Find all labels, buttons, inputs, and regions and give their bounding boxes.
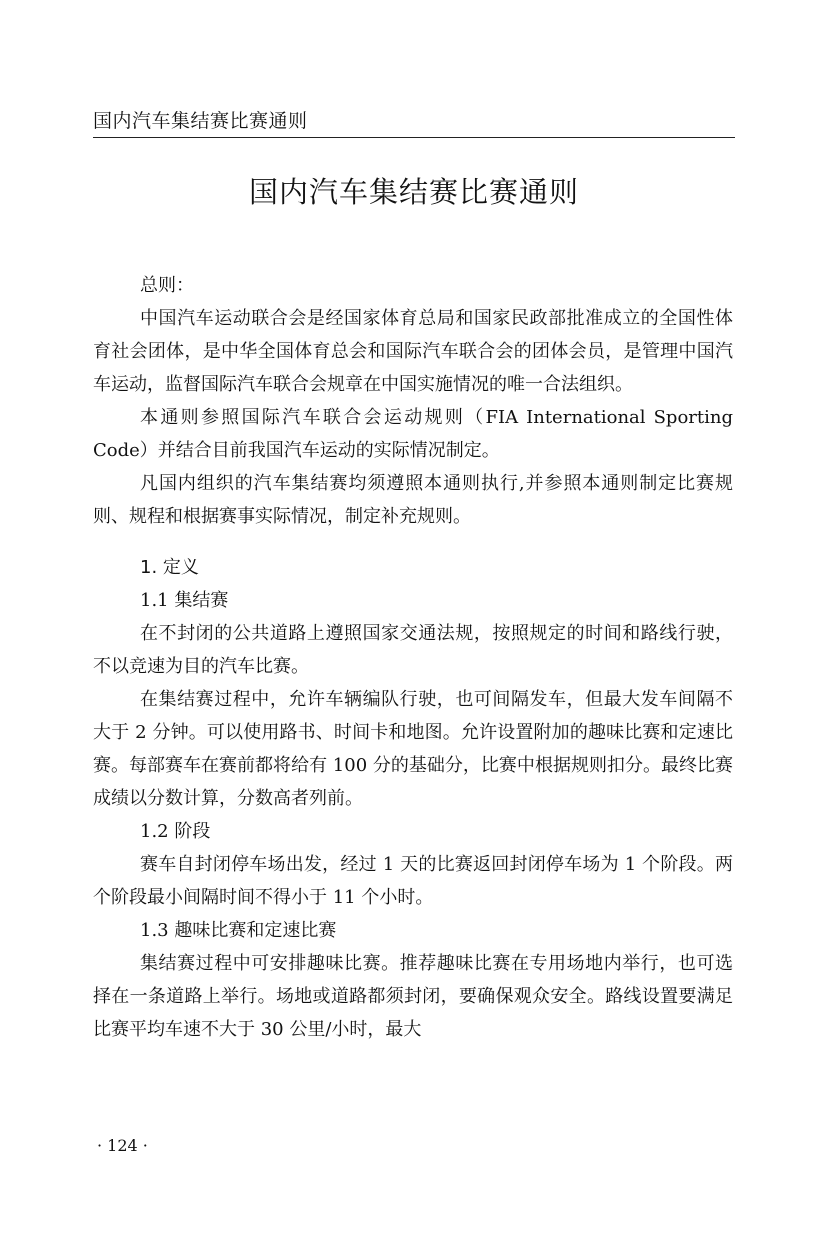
paragraph: 本通则参照国际汽车联合会运动规则（FIA International Sporting Code）并结合目前我国汽车运动的实际情况制定。 [93,407,733,461]
paragraph: 赛车自封闭停车场出发，经过 1 天的比赛返回封闭停车场为 1 个阶段。两个阶段最小间隔时间不得小于 11 个小时。 [93,854,733,908]
section-spacer [93,533,733,551]
subsection-heading-stage: 1.2 阶段 [140,821,211,842]
subsection-heading-fun-and-regularity: 1.3 趣味比赛和定速比赛 [140,920,337,941]
paragraph: 集结赛过程中可安排趣味比赛。推荐趣味比赛在专用场地内举行，也可选择在一条道路上举行。场地或道路都须封闭，要确保观众安全。路线设置要满足比赛平均车速不大于 30 公里/小时，最大 [93,953,733,1040]
document-body [93,269,733,1046]
running-header: 国内汽车集结赛比赛通则 [93,110,308,132]
header-rule [93,137,735,138]
page-number: · 124 · [97,1136,148,1155]
paragraph: 在集结赛过程中，允许车辆编队行驶，也可间隔发车，但最大发车间隔不大于 2 分钟。可以使用路书、时间卡和地图。允许设置附加的趣味比赛和定速比赛。每部赛车在赛前都将给有 100 分的基础分，比赛中根据规则扣分。最终比赛成绩以分数计算，分数高者列前。 [93,689,733,809]
section-heading-definitions: 1. 定义 [140,557,199,578]
paragraph: 凡国内组织的汽车集结赛均须遵照本通则执行,并参照本通则制定比赛规则、规程和根据赛事实际情况，制定补充规则。 [93,473,733,527]
paragraph: 中国汽车运动联合会是经国家体育总局和国家民政部批准成立的全国性体育社会团体，是中华全国体育总会和国际汽车联合会的团体会员，是管理中国汽车运动，监督国际汽车联合会规章在中国实施情况的唯一合法组织。 [93,308,733,395]
subsection-heading-rally: 1.1 集结赛 [140,590,229,611]
paragraph: 在不封闭的公共道路上遵照国家交通法规，按照规定的时间和路线行驶，不以竞速为目的汽车比赛。 [93,623,733,677]
general-heading: 总则： [140,275,194,296]
document-title: 国内汽车集结赛比赛通则 [248,175,579,209]
